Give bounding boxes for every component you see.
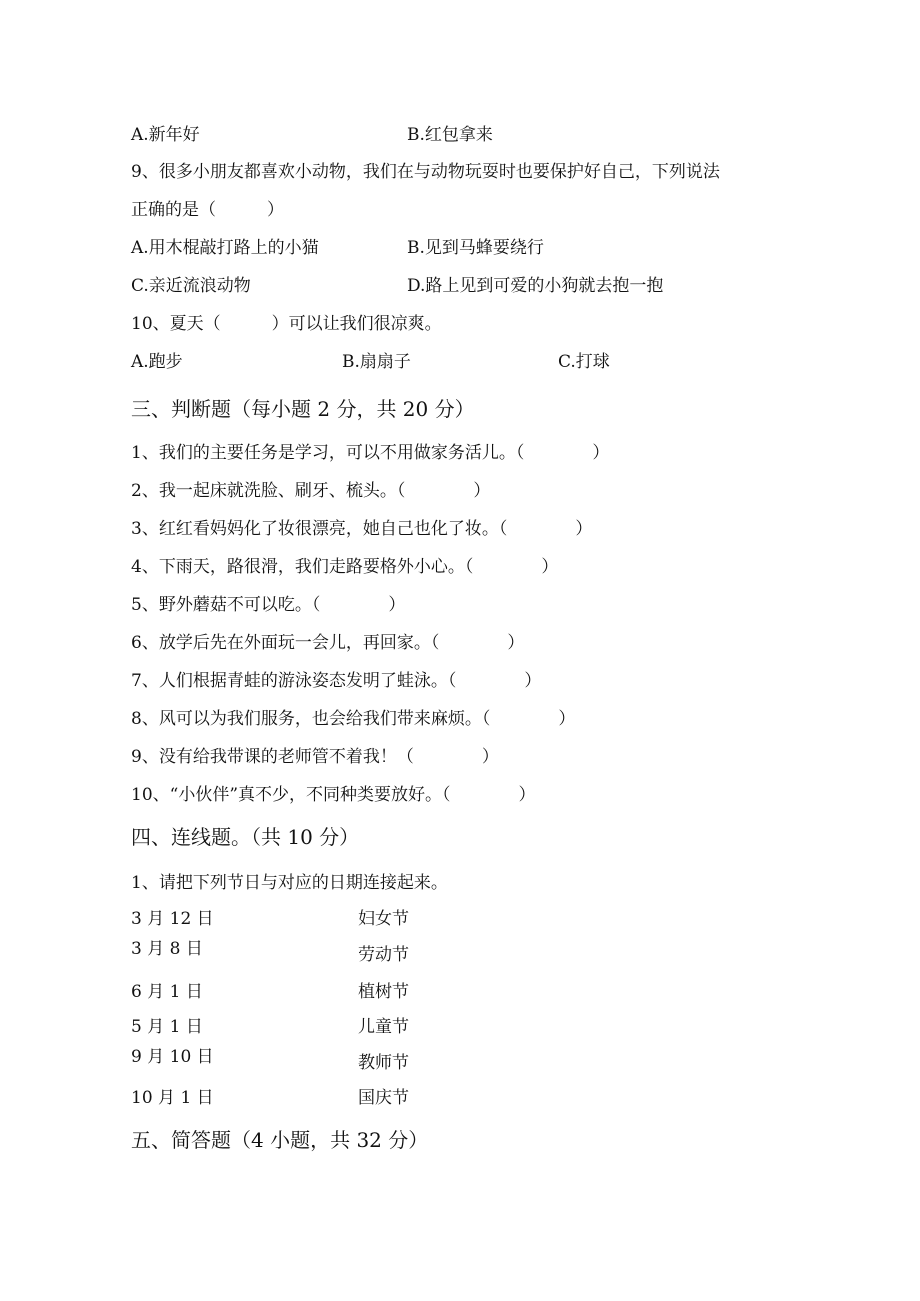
date-item: 9 月 10 日	[131, 1047, 214, 1067]
q10-option-a: A.跑步	[131, 352, 183, 372]
date-item: 10 月 1 日	[131, 1088, 214, 1108]
date-item: 3 月 8 日	[131, 939, 203, 959]
judge-item-5: 5、野外蘑菇不可以吃。（ ）	[131, 595, 406, 615]
q9-stem-line1: 9、很多小朋友都喜欢小动物，我们在与动物玩耍时也要保护好自己，下列说法	[131, 162, 720, 182]
judge-item-3: 3、红红看妈妈化了妆很漂亮，她自己也化了妆。（ ）	[131, 519, 593, 539]
q9-option-a: A.用木棍敲打路上的小猫	[131, 238, 319, 258]
date-item: 3 月 12 日	[131, 909, 214, 929]
q9-option-c: C.亲近流浪动物	[131, 276, 251, 296]
q9-stem-line2: 正确的是（ ）	[131, 200, 284, 220]
judge-item-9: 9、没有给我带课的老师管不着我！（ ）	[131, 747, 499, 767]
q10-option-c: C.打球	[558, 352, 610, 372]
festival-item: 妇女节	[358, 909, 409, 929]
judge-item-2: 2、我一起床就洗脸、刷牙、梳头。（ ）	[131, 481, 491, 501]
festival-item: 儿童节	[358, 1017, 409, 1037]
date-item: 5 月 1 日	[131, 1017, 203, 1037]
q8-option-a: A.新年好	[131, 125, 200, 145]
festival-item: 劳动节	[358, 945, 409, 965]
q9-option-b: B.见到马蜂要绕行	[407, 238, 544, 258]
date-item: 6 月 1 日	[131, 982, 203, 1002]
q8-option-b: B.红包拿来	[407, 125, 493, 145]
q10-option-b: B.扇扇子	[342, 352, 411, 372]
section5-title: 五、简答题（4 小题，共 32 分）	[131, 1128, 429, 1152]
judge-item-4: 4、下雨天，路很滑，我们走路要格外小心。（ ）	[131, 557, 559, 577]
section4-title: 四、连线题。（共 10 分）	[131, 825, 360, 849]
q10-stem: 10、夏天（ ）可以让我们很凉爽。	[131, 314, 442, 334]
q9-option-d: D.路上见到可爱的小狗就去抱一抱	[407, 276, 664, 296]
judge-item-8: 8、风可以为我们服务，也会给我们带来麻烦。（ ）	[131, 709, 576, 729]
festival-item: 国庆节	[358, 1088, 409, 1108]
festival-item: 教师节	[358, 1053, 409, 1073]
section3-title: 三、判断题（每小题 2 分，共 20 分）	[131, 397, 475, 421]
judge-item-10: 10、“小伙伴”真不少，不同种类要放好。（ ）	[131, 785, 536, 805]
judge-item-6: 6、放学后先在外面玩一会儿，再回家。（ ）	[131, 633, 525, 653]
judge-item-1: 1、我们的主要任务是学习，可以不用做家务活儿。（ ）	[131, 443, 610, 463]
festival-item: 植树节	[358, 982, 409, 1002]
judge-item-7: 7、人们根据青蛙的游泳姿态发明了蛙泳。（ ）	[131, 671, 542, 691]
matching-question: 1、请把下列节日与对应的日期连接起来。	[131, 873, 448, 893]
